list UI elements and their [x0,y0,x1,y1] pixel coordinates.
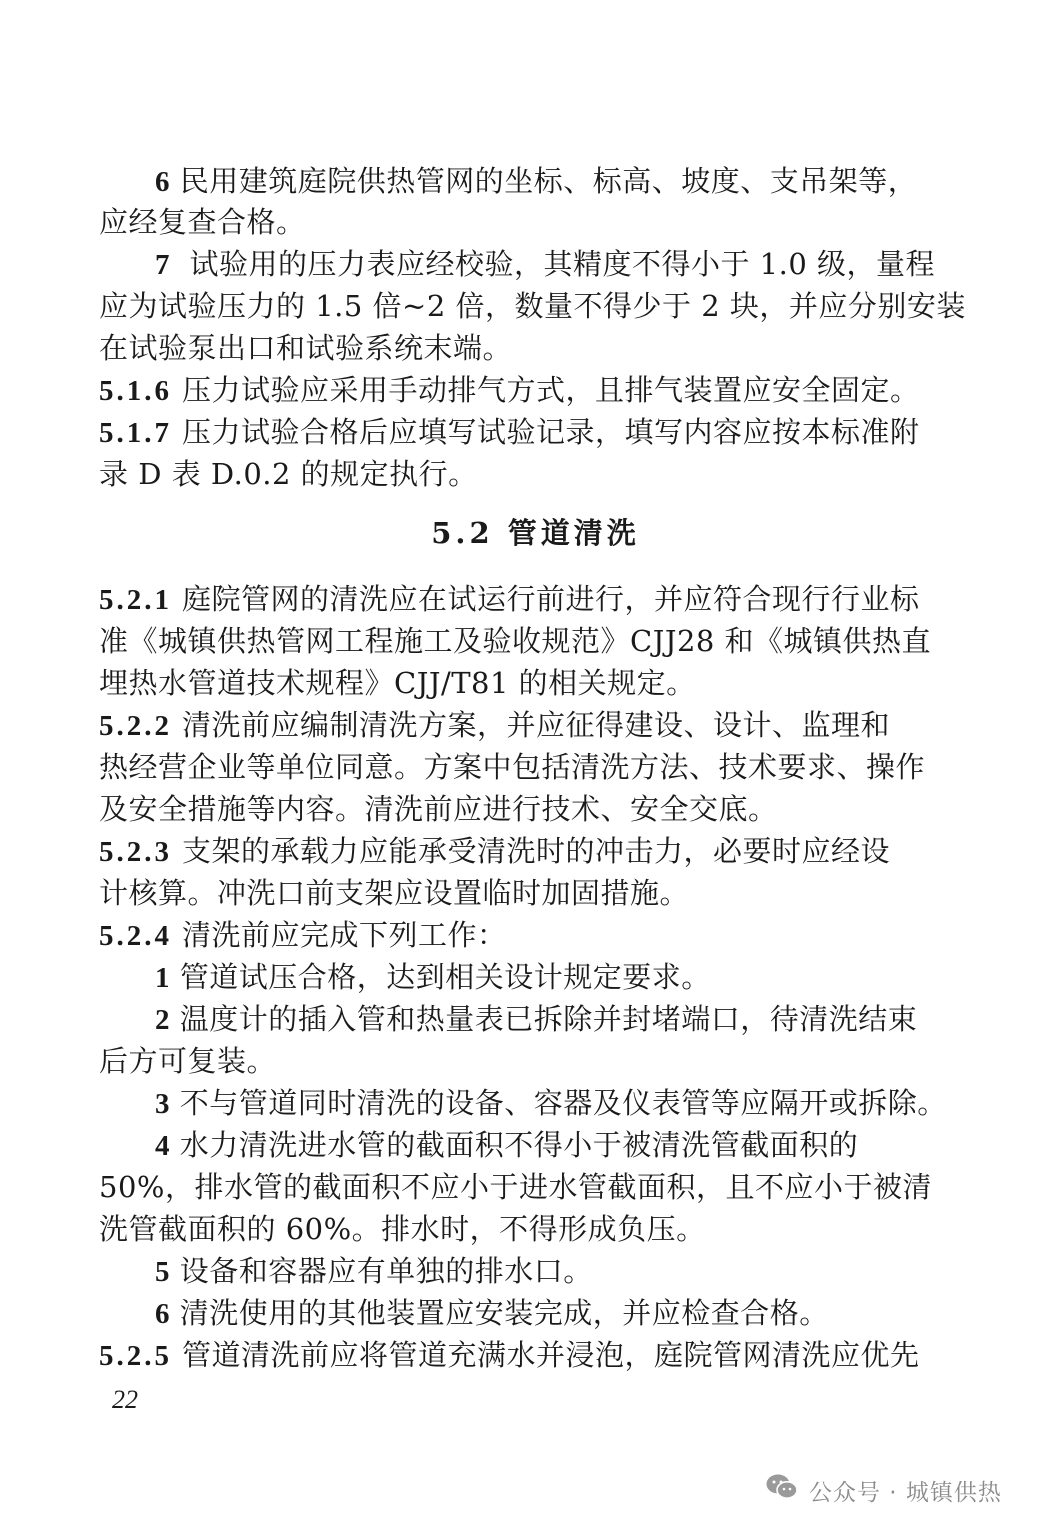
paragraph-line: 应为试验压力的 1.5 倍~2 倍，数量不得少于 2 块，并应分别安装 [99,289,966,323]
section-heading: 5.2 管道清洗 [431,516,640,550]
clause-5-2-3 [99,831,890,871]
paragraph-text: 温度计的插入管和热量表已拆除并封堵端口，待清洗结束 [179,1002,918,1036]
item-number: 7 [155,249,170,281]
item-number: 3 [155,1088,170,1120]
paragraph-line: 后方可复装。 [99,1044,277,1078]
paragraph-line: 热经营企业等单位同意。方案中包括清洗方法、技术要求、操作 [99,750,926,784]
paragraph-text: 试验用的压力表应经校验，其精度不得小于 1.0 级，量程 [189,247,935,281]
item-7-line [155,244,935,284]
clause-number: 5.2.5 [99,1340,172,1372]
page-number: 22 [112,1385,138,1414]
clause-number: 5.2.3 [99,836,172,868]
paragraph-line: 洗管截面积的 60%。排水时，不得形成负压。 [99,1212,706,1246]
item-number: 1 [155,962,170,994]
paragraph-text: 民用建筑庭院供热管网的坐标、标高、坡度、支吊架等， [179,164,918,198]
item-5-line [155,1251,593,1291]
watermark [765,1470,1002,1510]
paragraph-text: 管道试压合格，达到相关设计规定要求。 [179,960,711,994]
paragraph-text: 水力清洗进水管的截面积不得小于被清洗管截面积的 [179,1128,859,1162]
paragraph-line: 50%，排水管的截面积不应小于进水管截面积，且不应小于被清 [99,1170,932,1204]
paragraph-line: 及安全措施等内容。清洗前应进行技术、安全交底。 [99,792,778,826]
item-number: 6 [155,166,170,198]
paragraph-text: 清洗使用的其他装置应安装完成，并应检查合格。 [179,1296,829,1330]
clause-5-2-1 [99,579,920,619]
paragraph-text: 不与管道同时清洗的设备、容器及仪表管等应隔开或拆除。 [179,1086,947,1120]
clause-5-1-6 [99,370,920,410]
item-2-line [155,999,917,1039]
item-6-line [155,161,917,201]
paragraph-text: 庭院管网的清洗应在试运行前进行，并应符合现行行业标 [182,582,920,616]
paragraph-text: 设备和容器应有单独的排水口。 [179,1254,593,1288]
paragraph-line: 在试验泵出口和试验系统末端。 [99,331,513,365]
watermark-text: 公众号 · 城镇供热 [809,1479,1002,1506]
item-number: 5 [155,1256,170,1288]
item-number: 4 [155,1130,170,1162]
paragraph-line: 计核算。冲洗口前支架应设置临时加固措施。 [99,876,690,910]
clause-number: 5.1.7 [99,417,172,449]
item-4-line [155,1125,858,1165]
clause-number: 5.2.1 [99,584,172,616]
paragraph-text: 清洗前应编制清洗方案，并应征得建设、设计、监理和 [182,708,891,742]
paragraph-text: 清洗前应完成下列工作： [182,918,507,952]
wechat-icon [765,1473,809,1507]
clause-5-2-4 [99,915,507,955]
clause-5-1-7 [99,412,920,452]
clause-number: 5.2.4 [99,920,172,952]
paragraph-text: 压力试验应采用手动排气方式，且排气装置应安全固定。 [182,373,920,407]
clause-number: 5.1.6 [99,375,172,407]
item-6-line [155,1293,829,1333]
paragraph-line: 录 D 表 D.0.2 的规定执行。 [99,457,478,491]
item-1-line [155,957,711,997]
paragraph-text: 管道清洗前应将管道充满水并浸泡，庭院管网清洗应优先 [182,1338,920,1372]
item-number: 2 [155,1004,170,1036]
paragraph-line: 应经复查合格。 [99,205,306,239]
paragraph-text: 压力试验合格后应填写试验记录，填写内容应按本标准附 [182,415,920,449]
item-3-line [155,1083,947,1123]
paragraph-text: 支架的承载力应能承受清洗时的冲击力，必要时应经设 [182,834,891,868]
paragraph-line: 埋热水管道技术规程》CJJ/T81 的相关规定。 [99,666,696,700]
clause-5-2-2 [99,705,890,745]
paragraph-line: 准《城镇供热管网工程施工及验收规范》CJJ28 和《城镇供热直 [99,624,932,658]
clause-number: 5.2.2 [99,710,172,742]
item-number: 6 [155,1298,170,1330]
clause-5-2-5 [99,1335,920,1375]
